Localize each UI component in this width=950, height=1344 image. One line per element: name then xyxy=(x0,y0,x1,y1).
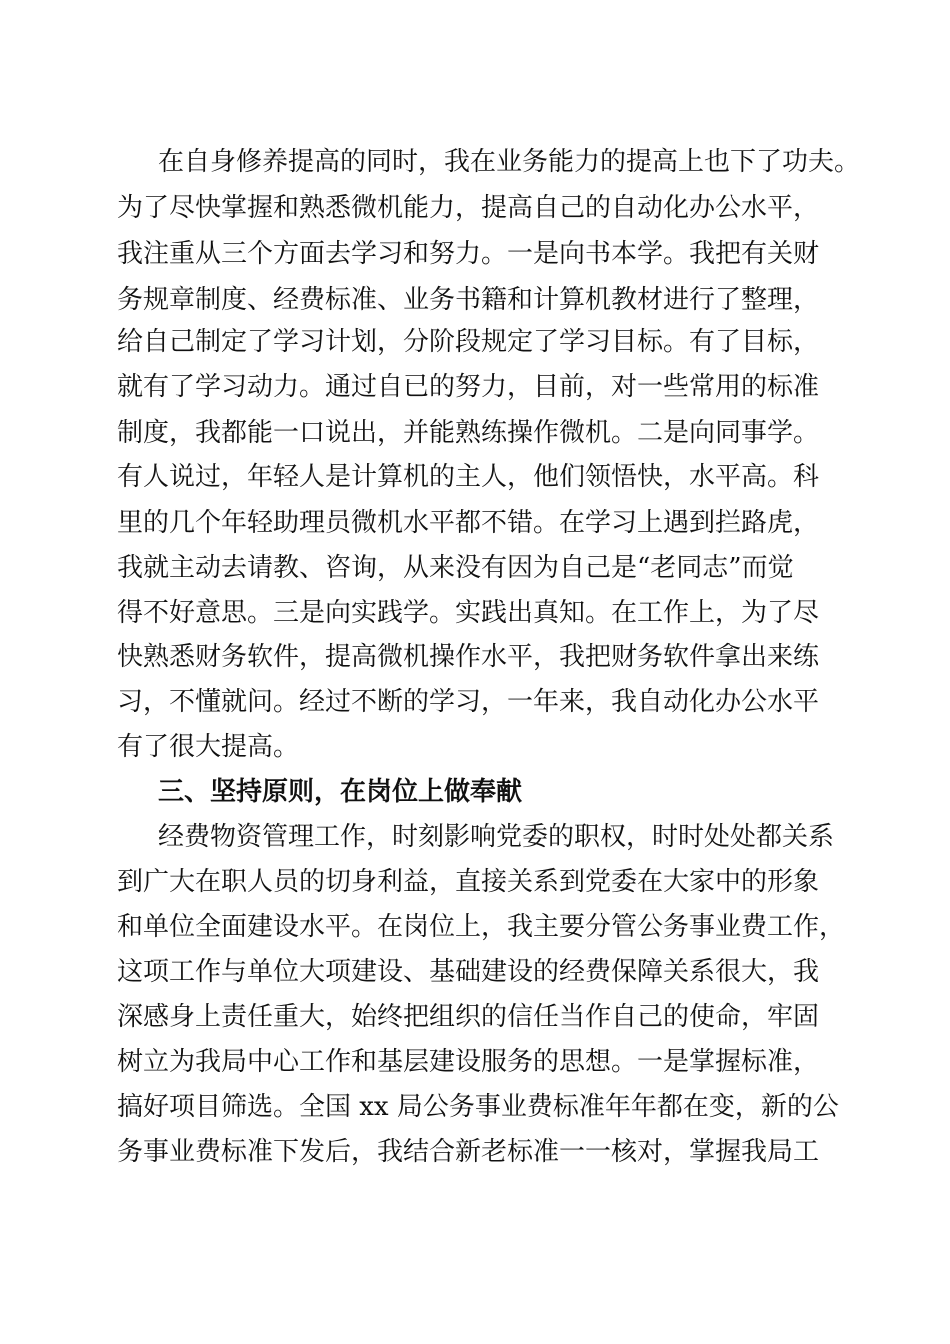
paragraph-2-line-5: 深感身上责任重大，始终把组织的信任当作自己的使命，牢固 xyxy=(117,1002,820,1032)
paragraph-1-line-4: 务规章制度、经费标准、业务书籍和计算机教材进行了整理， xyxy=(117,285,820,315)
paragraph-1-line-14: 有了很大提高。 xyxy=(117,732,300,762)
paragraph-2-line-4: 这项工作与单位大项建设、基础建设的经费保障关系很大，我 xyxy=(117,957,820,987)
section-heading: 三、坚持原则，在岗位上做奉献 xyxy=(158,777,523,807)
paragraph-1-line-7: 制度，我都能一口说出，并能熟练操作微机。二是向同事学。 xyxy=(117,418,820,448)
paragraph-2-line-7: 搞好项目筛选。全国 xx 局公务事业费标准年年都在变，新的公 xyxy=(117,1092,839,1122)
paragraph-2-line-2: 到广大在职人员的切身利益，直接关系到党委在大家中的形象 xyxy=(117,867,820,897)
paragraph-1-line-3: 我注重从三个方面去学习和努力。一是向书本学。我把有关财 xyxy=(117,239,820,269)
paragraph-1-line-2: 为了尽快掌握和熟悉微机能力，提高自己的自动化办公水平， xyxy=(117,193,820,223)
paragraph-1-line-13: 习，不懂就问。经过不断的学习，一年来，我自动化办公水平 xyxy=(117,687,820,717)
paragraph-1-line-10: 我就主动去请教、咨询，从来没有因为自己是“老同志”而觉 xyxy=(117,553,794,583)
paragraph-2-line-6: 树立为我局中心工作和基层建设服务的思想。一是掌握标准， xyxy=(117,1047,820,1077)
paragraph-1-line-11: 得不好意思。三是向实践学。实践出真知。在工作上，为了尽 xyxy=(117,598,820,628)
paragraph-2-line-3: 和单位全面建设水平。在岗位上，我主要分管公务事业费工作， xyxy=(117,912,846,942)
paragraph-2-line-8: 务事业费标准下发后，我结合新老标准一一核对，掌握我局工 xyxy=(117,1137,820,1167)
paragraph-2-line-1: 经费物资管理工作，时刻影响党委的职权，时时处处都关系 xyxy=(158,822,835,852)
paragraph-1-line-12: 快熟悉财务软件，提高微机操作水平，我把财务软件拿出来练 xyxy=(117,642,820,672)
paragraph-1-line-9: 里的几个年轻助理员微机水平都不错。在学习上遇到拦路虎， xyxy=(117,508,820,538)
paragraph-1-line-8: 有人说过，年轻人是计算机的主人，他们领悟快，水平高。科 xyxy=(117,462,820,492)
paragraph-1-line-6: 就有了学习动力。通过自已的努力，目前，对一些常用的标准 xyxy=(117,372,820,402)
paragraph-1-line-5: 给自己制定了学习计划，分阶段规定了学习目标。有了目标， xyxy=(117,327,820,357)
paragraph-1-line-1: 在自身修养提高的同时，我在业务能力的提高上也下了功夫。 xyxy=(158,147,861,177)
